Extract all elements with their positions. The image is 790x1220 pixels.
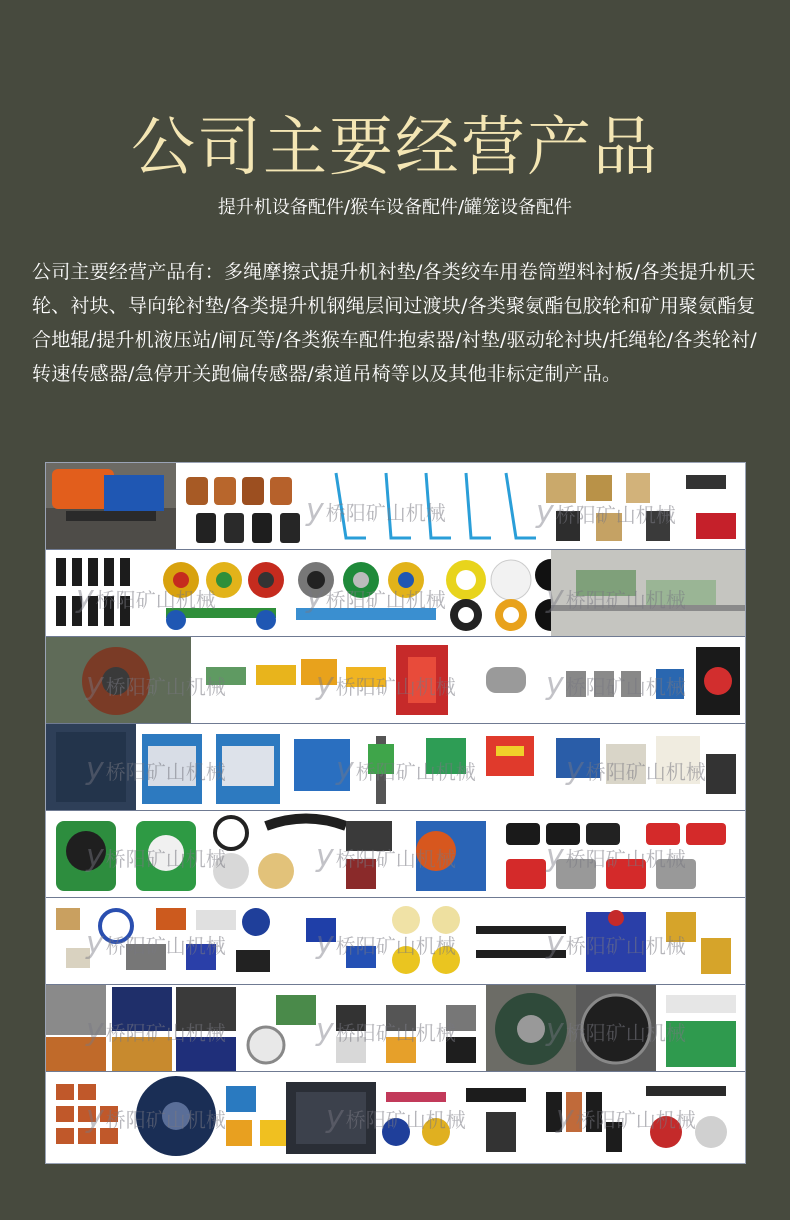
watermark-2: y桥阳矿山机械	[536, 495, 676, 530]
watermark-16: y桥阳矿山机械	[316, 926, 456, 961]
watermark-10: y桥阳矿山机械	[336, 752, 476, 787]
product-strip-8	[46, 1072, 745, 1159]
watermark-8: y桥阳矿山机械	[546, 667, 686, 702]
watermark-1: y桥阳矿山机械	[306, 493, 446, 528]
product-strip-7	[46, 985, 745, 1072]
watermark-18: y桥阳矿山机械	[86, 1013, 226, 1048]
watermark-12: y桥阳矿山机械	[86, 839, 226, 874]
product-photos-strip-8	[46, 1072, 745, 1159]
watermark-17: y桥阳矿山机械	[546, 926, 686, 961]
product-strip-3	[46, 637, 745, 724]
watermark-3: y桥阳矿山机械	[76, 580, 216, 615]
watermark-4: y桥阳矿山机械	[306, 580, 446, 615]
product-strip-6	[46, 898, 745, 985]
watermark-13: y桥阳矿山机械	[316, 839, 456, 874]
product-photos-strip-7	[46, 985, 745, 1072]
watermark-9: y桥阳矿山机械	[86, 752, 226, 787]
product-strip-2	[46, 550, 745, 637]
product-photos-strip-3	[46, 637, 745, 724]
product-gallery	[45, 462, 746, 1164]
watermark-7: y桥阳矿山机械	[316, 667, 456, 702]
product-photos-strip-1	[46, 463, 745, 550]
watermark-5: y桥阳矿山机械	[546, 580, 686, 615]
page-title: 公司主要经营产品	[131, 111, 659, 185]
product-strip-5	[46, 811, 745, 898]
watermark-22: y桥阳矿山机械	[326, 1100, 466, 1135]
intro-paragraph: 公司主要经营产品有：多绳摩擦式提升机衬垫/各类绞车用卷筒塑料衬板/各类提升机天轮、衬块、导向轮衬垫/各类提升机钢绳层间过渡块/各类聚氨酯包胶轮和矿用聚氨酯复合地辊/提升机液压站/闸瓦等/各类猴车配件抱索器/衬垫/驱动轮衬块/托绳轮/各类轮衬/转速传感器/急停开关跑偏传感器/索道吊椅等以及其他非标定制产品。	[32, 261, 757, 385]
page-subtitle: 提升机设备配件/猴车设备配件/罐笼设备配件	[217, 197, 573, 218]
watermark-6: y桥阳矿山机械	[86, 667, 226, 702]
product-photos-strip-4	[46, 724, 745, 811]
product-photos-strip-2	[46, 550, 745, 637]
product-photos-strip-6	[46, 898, 745, 985]
watermark-23: y桥阳矿山机械	[556, 1100, 696, 1135]
watermark-19: y桥阳矿山机械	[316, 1013, 456, 1048]
watermark-20: y桥阳矿山机械	[546, 1013, 686, 1048]
product-strip-4	[46, 724, 745, 811]
product-strip-1	[46, 463, 745, 550]
watermark-14: y桥阳矿山机械	[546, 839, 686, 874]
watermark-11: y桥阳矿山机械	[566, 752, 706, 787]
watermark-21: y桥阳矿山机械	[86, 1100, 226, 1135]
product-photos-strip-5	[46, 811, 745, 898]
watermark-15: y桥阳矿山机械	[86, 926, 226, 961]
